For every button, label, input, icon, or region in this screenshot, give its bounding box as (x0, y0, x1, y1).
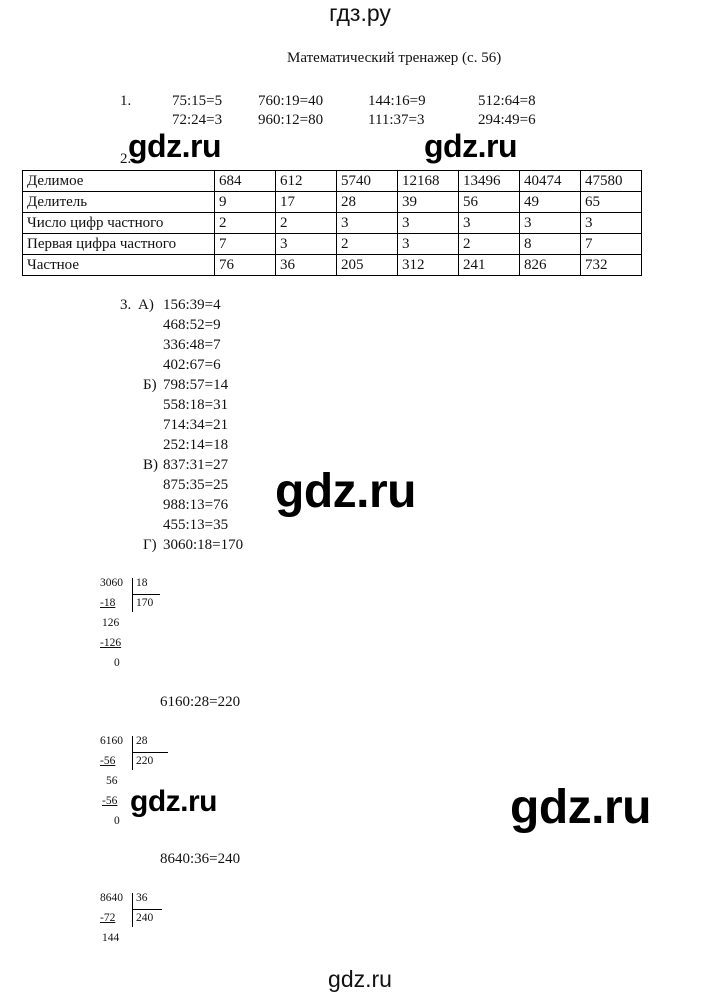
table-cell: 2 (337, 234, 398, 255)
expression: 144:16=9 (368, 93, 426, 109)
task-1-number: 1. (120, 93, 132, 109)
group-label: Б) (143, 377, 157, 393)
remainder: 0 (114, 815, 120, 827)
table-cell: 65 (581, 192, 642, 213)
subtrahend: -72 (100, 912, 116, 924)
table-cell: 9 (215, 192, 276, 213)
remainder: 56 (106, 775, 118, 787)
row-label: Число цифр частного (23, 213, 215, 234)
division-bar-horizontal (132, 752, 168, 753)
table-cell: 241 (459, 255, 520, 276)
table-cell: 3 (398, 234, 459, 255)
quotient: 220 (136, 755, 154, 767)
expression: 156:39=4 (163, 297, 221, 313)
site-header: гдз.ру (329, 0, 391, 26)
table-cell: 39 (398, 192, 459, 213)
row-label: Первая цифра частного (23, 234, 215, 255)
table-cell: 49 (520, 192, 581, 213)
table-cell: 826 (520, 255, 581, 276)
division-table (22, 170, 642, 276)
subtrahend: -18 (100, 597, 116, 609)
table-cell: 2 (276, 213, 337, 234)
group-label: В) (143, 457, 158, 473)
watermark-text: gdz.ru (510, 781, 651, 834)
table-cell: 28 (337, 192, 398, 213)
table-cell: 2 (215, 213, 276, 234)
divisor: 18 (136, 577, 148, 589)
expression: 252:14=18 (163, 437, 229, 453)
dividend: 6160 (100, 735, 123, 747)
dividend: 8640 (100, 892, 123, 904)
table-cell: 3 (459, 213, 520, 234)
remainder: 0 (114, 657, 120, 669)
table-cell: 684 (215, 171, 276, 192)
table-cell: 7 (581, 234, 642, 255)
division-bar-vertical (132, 736, 133, 770)
long-division-3 (100, 892, 180, 947)
division-bar-horizontal (132, 594, 160, 595)
remainder: 144 (102, 932, 120, 944)
expression: 988:13=76 (163, 497, 229, 513)
divisor: 36 (136, 892, 148, 904)
table-cell: 3 (581, 213, 642, 234)
expression: 111:37=3 (368, 112, 425, 128)
watermark-text: gdz.ru (128, 128, 221, 164)
table-cell: 36 (276, 255, 337, 276)
table-cell: 47580 (581, 171, 642, 192)
row-label: Делитель (23, 192, 215, 213)
table-cell: 56 (459, 192, 520, 213)
expression: 960:12=80 (258, 112, 324, 128)
expression: 336:48=7 (163, 337, 221, 353)
subtrahend: -56 (102, 795, 118, 807)
row-label: Делимое (23, 171, 215, 192)
expression: 6160:28=220 (160, 694, 241, 710)
expression: 294:49=6 (478, 112, 536, 128)
expression: 760:19=40 (258, 93, 324, 109)
table-row (23, 213, 642, 234)
page-title: Математический тренажер (с. 56) (287, 50, 502, 66)
watermark-text: gdz.ru (424, 128, 517, 164)
expression: 455:13=35 (163, 517, 229, 533)
table-cell: 3 (337, 213, 398, 234)
expression: 798:57=14 (163, 377, 229, 393)
expression: 714:34=21 (163, 417, 229, 433)
table-cell: 5740 (337, 171, 398, 192)
group-label: А) (138, 297, 154, 313)
expression: 3060:18=170 (163, 537, 244, 553)
expression: 875:35=25 (163, 477, 229, 493)
division-bar-horizontal (132, 909, 162, 910)
watermark-text: gdz.ru (130, 785, 217, 818)
quotient: 170 (136, 597, 154, 609)
table-cell: 3 (520, 213, 581, 234)
table-cell: 76 (215, 255, 276, 276)
table-cell: 312 (398, 255, 459, 276)
expression: 72:24=3 (172, 112, 223, 128)
expression: 75:15=5 (172, 93, 223, 109)
table-cell: 17 (276, 192, 337, 213)
table-cell: 612 (276, 171, 337, 192)
table-cell: 3 (398, 213, 459, 234)
table-row (23, 255, 642, 276)
table-cell: 7 (215, 234, 276, 255)
table-cell: 205 (337, 255, 398, 276)
table-cell: 3 (276, 234, 337, 255)
dividend: 3060 (100, 577, 123, 589)
site-footer: gdz.ru (328, 966, 392, 992)
subtrahend: -126 (100, 637, 122, 649)
table-cell: 12168 (398, 171, 459, 192)
long-division-1 (100, 577, 170, 672)
expression: 512:64=8 (478, 93, 536, 109)
division-bar-vertical (132, 893, 133, 927)
expression: 558:18=31 (163, 397, 229, 413)
table-cell: 2 (459, 234, 520, 255)
divisor: 28 (136, 735, 148, 747)
table-cell: 8 (520, 234, 581, 255)
subtrahend: -56 (100, 755, 116, 767)
task-2-number: 2. (120, 151, 132, 167)
task-3-number: 3. (120, 297, 132, 313)
row-label: Частное (23, 255, 215, 276)
expression: 8640:36=240 (160, 851, 241, 867)
expression: 468:52=9 (163, 317, 221, 333)
table-row (23, 171, 642, 192)
table-cell: 732 (581, 255, 642, 276)
division-bar-vertical (132, 578, 133, 612)
expression: 402:67=6 (163, 357, 221, 373)
expression: 837:31=27 (163, 457, 229, 473)
quotient: 240 (136, 912, 154, 924)
table-cell: 40474 (520, 171, 581, 192)
table-row (23, 192, 642, 213)
table-row (23, 234, 642, 255)
remainder: 126 (102, 617, 120, 629)
watermark-text: gdz.ru (275, 465, 416, 518)
table-cell: 13496 (459, 171, 520, 192)
group-label: Г) (143, 537, 157, 553)
